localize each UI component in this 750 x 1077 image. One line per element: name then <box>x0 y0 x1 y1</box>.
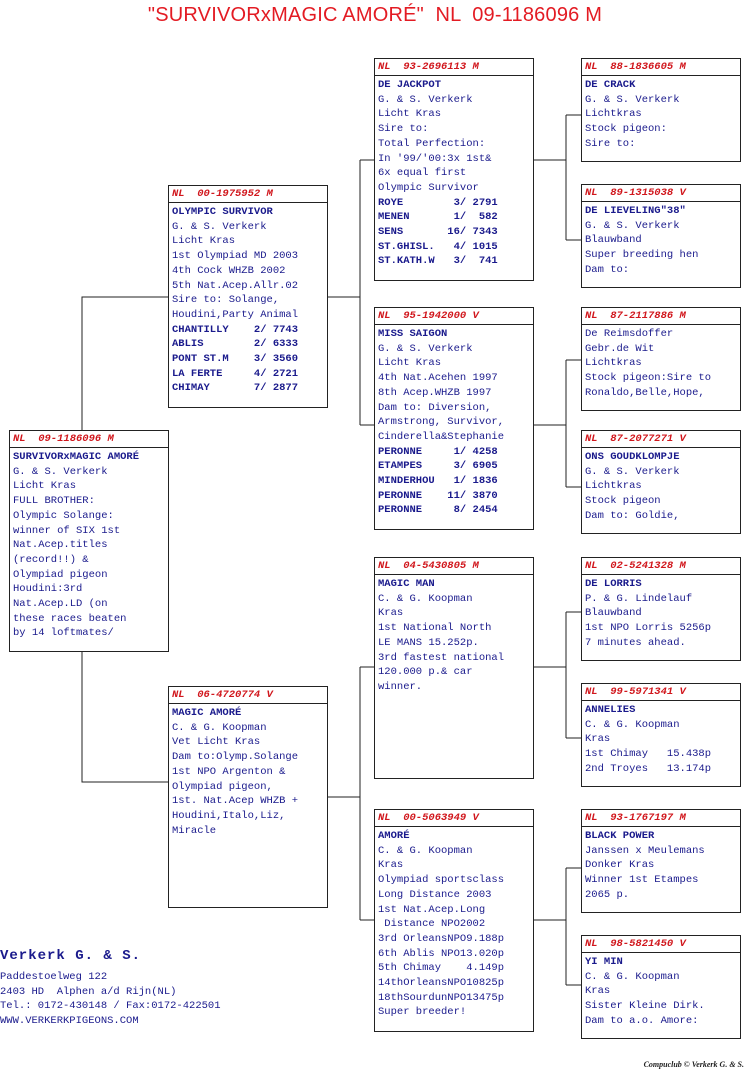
pigeon-detail: Janssen x Meulemans <box>585 844 705 857</box>
ring-number: NL 87-2077271 V <box>582 433 740 448</box>
pigeon-detail: 8th Acep.WHZB 1997 <box>378 386 492 399</box>
pigeon-detail: Kras <box>378 859 404 872</box>
pigeon-name: YI MIN <box>585 956 623 968</box>
pigeon-detail: Stock pigeon:Sire to <box>585 372 712 385</box>
race-result: MINDERHOU 1/ 1836 <box>378 475 498 488</box>
pigeon-detail: Armstrong, Survivor, <box>378 416 505 429</box>
pigeon-detail: Houdini,Italo,Liz, <box>172 809 286 822</box>
pigeon-name: De Reimsdoffer <box>585 328 674 340</box>
pigeon-card-dam-dam <box>374 809 534 1032</box>
pigeon-detail: Lichtkras <box>585 357 642 370</box>
pigeon-detail: Stock pigeon <box>585 495 661 508</box>
pigeon-detail: Cinderella&Stephanie <box>378 430 505 443</box>
pigeon-detail: Sire to: <box>585 137 636 150</box>
pigeon-card-sire-dam-sire <box>581 307 741 411</box>
pigeon-card-sire-dam-dam <box>581 430 741 534</box>
race-result: ROYE 3/ 2791 <box>378 196 498 209</box>
race-result: SENS 16/ 7343 <box>378 226 498 239</box>
pigeon-card-dam-sire <box>374 557 534 779</box>
ring-number: NL 93-2696113 M <box>375 61 533 76</box>
pigeon-name: MISS SAIGON <box>378 328 448 340</box>
pigeon-detail: 14thOrleansNPO10825p <box>378 977 505 990</box>
pigeon-detail: Kras <box>378 607 404 620</box>
pigeon-detail: Houdini,Party Animal <box>172 308 299 321</box>
pigeon-card-dam <box>168 686 328 908</box>
ring-number: NL 00-1975952 M <box>169 188 327 203</box>
ring-number: NL 99-5971341 V <box>582 686 740 701</box>
pigeon-detail: P. & G. Lindelauf <box>585 592 693 605</box>
pigeon-detail: Stock pigeon: <box>585 123 667 136</box>
pigeon-detail: G. & S. Verkerk <box>585 219 680 232</box>
pigeon-name: DE JACKPOT <box>378 79 442 91</box>
pigeon-detail: G. & S. Verkerk <box>378 342 473 355</box>
pigeon-name: AMORÉ <box>378 830 410 842</box>
race-result: CHIMAY 7/ 2877 <box>172 382 299 395</box>
software-credit: Compuclub © Verkerk G. & S. <box>643 1060 744 1069</box>
pigeon-detail: 18thSourdunNPO13475p <box>378 991 505 1004</box>
ring-number: NL 09-1186096 M <box>10 433 168 448</box>
pedigree-title: "SURVIVORxMAGIC AMORÉ" NL 09-1186096 M <box>147 4 603 26</box>
owner-website-link[interactable]: WWW.VERKERKPIGEONS.COM <box>0 1015 139 1028</box>
pigeon-detail: C. & G. Koopman <box>585 970 680 983</box>
race-result: PERONNE 1/ 4258 <box>378 445 498 458</box>
pigeon-name: MAGIC AMORÉ <box>172 707 242 719</box>
pigeon-name: SURVIVORxMAGIC AMORÉ <box>13 451 140 463</box>
pigeon-detail: winner. <box>378 680 423 693</box>
pigeon-detail: Long Distance 2003 <box>378 888 492 901</box>
pigeon-card-sire-sire-dam <box>581 184 741 288</box>
ring-number: NL 89-1315038 V <box>582 187 740 202</box>
owner-phone-fax: Tel.: 0172-430148 / Fax:0172-422501 <box>0 1000 221 1013</box>
ring-number: NL 06-4720774 V <box>169 689 327 704</box>
pigeon-detail: these races beaten <box>13 612 127 625</box>
pigeon-card-dam-dam-sire <box>581 809 741 913</box>
pigeon-detail: In '99/'00:3x 1st& <box>378 152 492 165</box>
pigeon-name: ONS GOUDKLOMPJE <box>585 451 680 463</box>
owner-name: Verkerk G. & S. <box>0 948 142 964</box>
pigeon-detail: G. & S. Verkerk <box>378 93 473 106</box>
pigeon-detail: Distance NPO2002 <box>378 918 486 931</box>
owner-city: 2403 HD Alphen a/d Rijn(NL) <box>0 985 177 998</box>
race-result: CHANTILLY 2/ 7743 <box>172 323 299 336</box>
pigeon-card-sire <box>168 185 328 408</box>
pigeon-detail: Licht Kras <box>378 108 442 121</box>
pigeon-name: DE LIEVELING"38" <box>585 205 686 217</box>
pigeon-card-dam-sire-dam <box>581 683 741 787</box>
race-result: PONT ST.M 3/ 3560 <box>172 353 299 366</box>
pigeon-name: MAGIC MAN <box>378 578 435 590</box>
pigeon-detail: Sire to: <box>378 123 429 136</box>
pigeon-detail: Winner 1st Etampes <box>585 874 699 887</box>
pigeon-detail: Kras <box>585 733 611 746</box>
pigeon-detail: Dam to: Goldie, <box>585 509 680 522</box>
pigeon-detail: 1st Olympiad MD 2003 <box>172 250 299 263</box>
pigeon-name: BLACK POWER <box>585 830 655 842</box>
owner-contact-block <box>0 948 221 1029</box>
pigeon-detail: Miracle <box>172 824 217 837</box>
pigeon-detail: 4th Nat.Acehen 1997 <box>378 372 498 385</box>
pigeon-detail: 5th Chimay 4.149p <box>378 962 505 975</box>
pigeon-name: OLYMPIC SURVIVOR <box>172 206 273 218</box>
race-result: MENEN 1/ 582 <box>378 211 498 224</box>
pigeon-detail: Licht Kras <box>13 480 77 493</box>
pigeon-name: ANNELIES <box>585 704 636 716</box>
pigeon-card-dam-sire-sire <box>581 557 741 661</box>
ring-number: NL 88-1836605 M <box>582 61 740 76</box>
pigeon-detail: 2nd Troyes 13.174p <box>585 762 712 775</box>
pigeon-detail: Lichtkras <box>585 108 642 121</box>
pigeon-detail: 1st Nat.Acep.Long <box>378 903 486 916</box>
pigeon-name: DE LORRIS <box>585 578 642 590</box>
pigeon-detail: G. & S. Verkerk <box>585 93 680 106</box>
race-result: PERONNE 11/ 3870 <box>378 489 498 502</box>
race-result: ABLIS 2/ 6333 <box>172 338 299 351</box>
pigeon-detail: Dam to:Olymp.Solange <box>172 751 299 764</box>
pigeon-detail: Licht Kras <box>378 357 442 370</box>
race-result: LA FERTE 4/ 2721 <box>172 367 299 380</box>
race-result: PERONNE 8/ 2454 <box>378 504 498 517</box>
pigeon-card-sire-sire <box>374 58 534 281</box>
pigeon-detail: Dam to a.o. Amore: <box>585 1014 699 1027</box>
pigeon-detail: C. & G. Koopman <box>172 721 267 734</box>
pigeon-detail: 120.000 p.& car <box>378 666 473 679</box>
pigeon-detail: Blauwband <box>585 607 642 620</box>
race-result: ST.GHISL. 4/ 1015 <box>378 240 498 253</box>
pigeon-detail: Olympiad pigeon <box>13 568 108 581</box>
pigeon-detail: Gebr.de Wit <box>585 342 655 355</box>
pigeon-detail: Nat.Acep.LD (on <box>13 598 108 611</box>
pigeon-detail: Lichtkras <box>585 480 642 493</box>
pigeon-detail: Olympiad pigeon, <box>172 780 273 793</box>
pigeon-card-dam-dam-dam <box>581 935 741 1039</box>
pigeon-card-main <box>9 430 169 652</box>
pigeon-detail: G. & S. Verkerk <box>13 465 108 478</box>
pigeon-detail: C. & G. Koopman <box>378 844 473 857</box>
pigeon-name: DE CRACK <box>585 79 636 91</box>
ring-number: NL 93-1767197 M <box>582 812 740 827</box>
pigeon-detail: Nat.Acep.titles <box>13 539 108 552</box>
ring-number: NL 02-5241328 M <box>582 560 740 575</box>
pigeon-detail: 1st Chimay 15.438p <box>585 748 712 761</box>
pigeon-detail: winner of SIX 1st <box>13 524 121 537</box>
pigeon-detail: Vet Licht Kras <box>172 736 261 749</box>
pigeon-detail: Licht Kras <box>172 235 236 248</box>
ring-number: NL 98-5821450 V <box>582 938 740 953</box>
pigeon-detail: Dam to: Diversion, <box>378 401 492 414</box>
pigeon-detail: Sister Kleine Dirk. <box>585 1000 705 1013</box>
pigeon-detail: Super breeding hen <box>585 249 699 262</box>
pigeon-detail: Olympic Survivor <box>378 181 479 194</box>
race-result: ETAMPES 3/ 6905 <box>378 460 498 473</box>
pigeon-detail: Olympic Solange: <box>13 509 114 522</box>
pigeon-detail: 3rd fastest national <box>378 651 505 664</box>
pigeon-detail: C. & G. Koopman <box>585 718 680 731</box>
pigeon-detail: 6th Ablis NPO13.020p <box>378 947 505 960</box>
pigeon-detail: C. & G. Koopman <box>378 592 473 605</box>
pigeon-detail: G. & S. Verkerk <box>172 220 267 233</box>
pigeon-detail: LE MANS 15.252p. <box>378 636 479 649</box>
pigeon-detail: Total Perfection: <box>378 137 486 150</box>
pigeon-detail: G. & S. Verkerk <box>585 465 680 478</box>
pigeon-detail: 6x equal first <box>378 167 467 180</box>
pigeon-detail: 4th Cock WHZB 2002 <box>172 264 286 277</box>
pigeon-detail: FULL BROTHER: <box>13 495 95 508</box>
ring-number: NL 95-1942000 V <box>375 310 533 325</box>
pigeon-detail: 5th Nat.Acep.Allr.02 <box>172 279 299 292</box>
pigeon-detail: 1st National North <box>378 622 492 635</box>
pigeon-card-sire-sire-sire <box>581 58 741 162</box>
pigeon-detail: Super breeder! <box>378 1006 467 1019</box>
ring-number: NL 87-2117886 M <box>582 310 740 325</box>
pigeon-detail: by 14 loftmates/ <box>13 627 114 640</box>
pigeon-detail: (record!!) & <box>13 553 89 566</box>
pigeon-detail: 1st. Nat.Acep WHZB + <box>172 795 299 808</box>
pigeon-detail: 2065 p. <box>585 888 630 901</box>
race-result: ST.KATH.W 3/ 741 <box>378 255 498 268</box>
pigeon-card-sire-dam <box>374 307 534 530</box>
pigeon-detail: Sire to: Solange, <box>172 294 280 307</box>
pigeon-detail: Ronaldo,Belle,Hope, <box>585 386 705 399</box>
owner-address: Paddestoelweg 122 <box>0 971 108 983</box>
pigeon-detail: Donker Kras <box>585 859 655 872</box>
pigeon-detail: Kras <box>585 985 611 998</box>
ring-number: NL 04-5430805 M <box>375 560 533 575</box>
pigeon-detail: Olympiad sportsclass <box>378 874 505 887</box>
pigeon-detail: 1st NPO Argenton & <box>172 765 286 778</box>
pigeon-detail: 1st NPO Lorris 5256p <box>585 622 712 635</box>
ring-number: NL 00-5063949 V <box>375 812 533 827</box>
pigeon-detail: 3rd OrleansNPO9.188p <box>378 932 505 945</box>
pigeon-detail: Houdini:3rd <box>13 583 83 596</box>
pigeon-detail: 7 minutes ahead. <box>585 636 686 649</box>
pigeon-detail: Blauwband <box>585 234 642 247</box>
pigeon-detail: Dam to: <box>585 263 630 276</box>
